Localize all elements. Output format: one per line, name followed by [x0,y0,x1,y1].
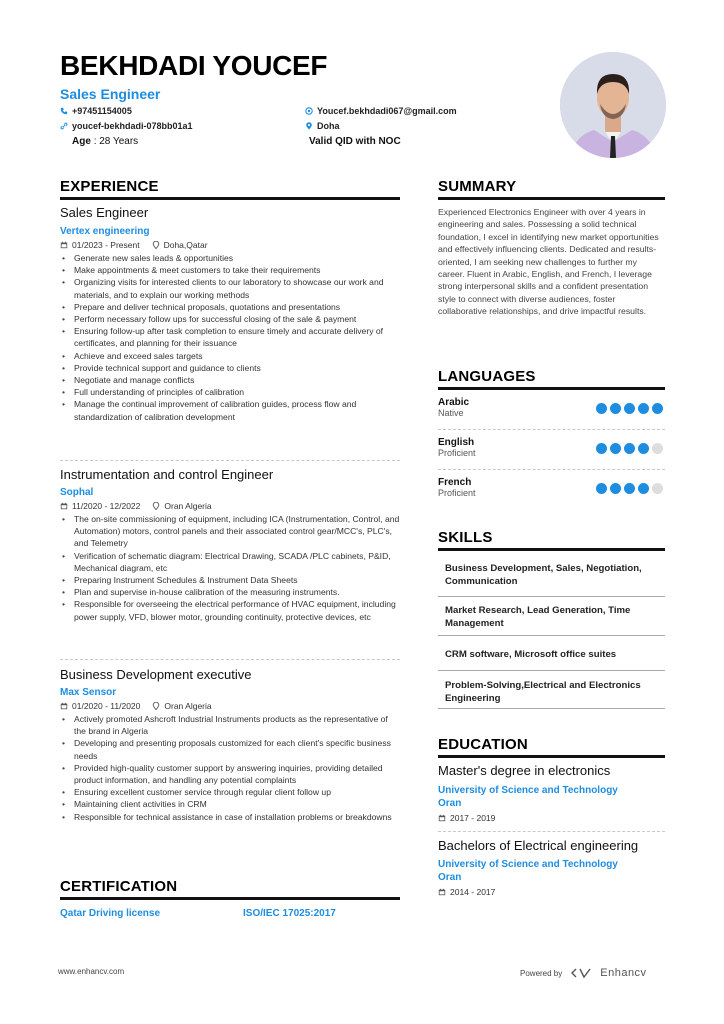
location-pin-icon [152,502,160,510]
list-item: • Responsible for technical assistance in case of installation problems or breakdowns [74,811,400,823]
job-bullets [60,713,400,823]
divider [438,469,665,470]
footer-url[interactable]: www.enhancv.com [58,967,125,976]
list-item: • Negotiate and manage conflicts [74,374,400,386]
school-name: University of Science and Technology Oran [438,859,618,883]
list-item: • Verification of schematic diagram: Electrical Drawing, SCADA /PLC cabinets, P&ID, Mechanical diagram, etc [74,550,400,574]
rating-dot [624,443,635,454]
certification-item: Qatar Driving license [60,908,161,919]
at-icon [305,107,313,115]
degree-title: Master's degree in electronics [438,763,611,778]
skills-heading: SKILLS [438,529,665,551]
certification-item: ISO/IEC 17025:2017 [243,908,336,919]
location-pin-icon [305,122,313,130]
language-rating [596,403,663,414]
education-dates: 2014 - 2017 [450,887,496,897]
education-heading: EDUCATION [438,736,665,758]
list-item: • Ensuring follow-up after task completion to ensure timely and accurate delivery of certificates, and planning for their issuance [74,325,400,349]
list-item: • Make appointments & meet customers to take their requirements [74,264,400,276]
skill-item: Market Research, Lead Generation, Time Management [445,605,631,629]
language-level: Native [438,408,464,418]
linkedin-text[interactable]: youcef-bekhdadi-078bb01a1 [72,121,193,131]
job-dates: 01/2020 - 11/2020 [72,701,141,711]
powered-by-text: Powered by [520,968,563,978]
footer-brand[interactable] [520,967,647,979]
job-location: Doha,Qatar [163,240,208,250]
rating-dot [610,483,621,494]
company-name: Max Sensor [60,687,117,698]
school-name: University of Science and Technology Oran [438,785,618,809]
age-label: Age [72,136,91,147]
rating-dot [624,483,635,494]
list-item: • Perform necessary follow ups for successful closing of the sale & payment [74,313,400,325]
company-name: Vertex engineering [60,226,150,237]
divider [60,460,400,461]
age-value: : 28 Years [93,136,139,147]
resume-title: Sales Engineer [60,86,161,102]
calendar-icon [60,502,68,510]
languages-heading: LANGUAGES [438,368,665,390]
divider [438,596,665,597]
rating-dot [596,483,607,494]
divider [60,659,400,660]
list-item: • Provide technical support and guidance to clients [74,362,400,374]
phone-icon [60,107,68,115]
list-item: • Full understanding of principles of calibration [74,386,400,398]
profile-photo [560,52,666,158]
degree-title: Bachelors of Electrical engineering [438,838,639,853]
divider [438,708,665,709]
list-item: • Plan and supervise in-house calibration of the measuring instruments. [74,586,400,598]
language-level: Proficient [438,488,476,498]
job-bullets [60,513,400,623]
phone-contact [60,106,132,116]
job-dates: 01/2023 - Present [72,240,140,250]
rating-dot [652,443,663,454]
list-item: • Responsible for overseeing the electrical performance of HVAC equipment, including power supply, VFD, blower motor, grounding continuity, protective devices, etc [74,598,400,622]
job-dates: 11/2020 - 12/2022 [72,501,141,511]
education-dates-row [438,813,665,823]
enhancv-logo-icon [570,967,592,979]
education-dates: 2017 - 2019 [450,813,496,823]
linkedin-contact[interactable] [60,121,193,131]
divider [438,670,665,671]
link-icon [60,122,68,130]
experience-item [60,205,400,423]
list-item: • Developing and presenting proposals customized for each client's specific business needs [74,737,400,761]
experience-item [60,467,400,623]
phone-text: +97451154005 [72,106,132,116]
language-rating [596,483,663,494]
summary-heading: SUMMARY [438,178,665,200]
language-name: French [438,477,472,488]
language-rating [596,443,663,454]
summary-text: Experienced Electronics Engineer with over 4 years in engineering and sales. Possessing a solid technical foundation, I excel in identifying new market opportunities and effectively influencing clients. Dedicated and results-oriented, I am seeking new challenges to further my career. Fluent in Arabic, English, and French, I leverage strong interpersonal skills and a confident presentation style to connect with diverse audiences, foster collaborative relationships, and drive impactful results. [438,207,659,317]
certification-heading: CERTIFICATION [60,878,400,900]
education-item [438,763,665,823]
language-item [438,397,665,418]
email-contact[interactable] [305,106,457,116]
language-item [438,477,665,498]
location-pin-icon [152,702,160,710]
list-item: • Prepare and deliver technical proposals, quotations and presentations [74,301,400,313]
location-contact [305,121,340,131]
list-item: • Manage the continual improvement of calibration guides, process flow and standardization of calibration development [74,398,400,422]
location-pin-icon [152,241,160,249]
job-meta [60,501,400,511]
list-item: • Preparing Instrument Schedules & Instrument Data Sheets [74,574,400,586]
list-item: • Actively promoted Ashcroft Industrial Instruments products as the representative of the brand in Algeria [74,713,400,737]
calendar-icon [438,814,446,822]
person-portrait-icon [560,52,666,158]
skill-item: Business Development, Sales, Negotiation, Communication [445,563,642,587]
divider [438,635,665,636]
list-item: • Ensuring excellent customer service through regular client follow up [74,786,400,798]
location-text: Doha [317,121,340,131]
rating-dot [610,443,621,454]
list-item: • Generate new sales leads & opportunities [74,252,400,264]
rating-dot [638,403,649,414]
language-level: Proficient [438,448,476,458]
list-item: • Maintaining client activities in CRM [74,798,400,810]
job-location: Oran Algeria [164,701,212,711]
company-name: Sophal [60,487,94,498]
list-item: • The on-site commissioning of equipment, including ICA (Instrumentation, Control, and Automation) motors, control panels and their associated control gear/MCC's, PLC's, and Telemetry [74,513,400,550]
skill-item: CRM software, Microsoft office suites [445,649,617,660]
job-title: Business Development executive [60,667,252,682]
job-meta [60,701,400,711]
job-location: Oran Algeria [164,501,212,511]
language-name: Arabic [438,397,470,408]
job-title: Sales Engineer [60,205,149,220]
skill-item: Problem-Solving,Electrical and Electronics Engineering [445,680,641,704]
brand-name: Enhancv [600,967,647,979]
experience-item [60,667,400,823]
divider [438,429,665,430]
list-item: • Organizing visits for interested clients to our laboratory to showcase our work and materials, and to explain our working methods [74,276,400,300]
education-dates-row [438,887,665,897]
list-item: • Provided high-quality customer support by answering inquiries, providing detailed product information, and handling any potential complaints [74,762,400,786]
rating-dot [596,403,607,414]
education-item [438,838,665,897]
list-item: • Achieve and exceed sales targets [74,350,400,362]
rating-dot [610,403,621,414]
age-line [72,136,138,147]
experience-heading: EXPERIENCE [60,178,400,200]
qid-status: Valid QID with NOC [309,136,401,147]
rating-dot [638,443,649,454]
rating-dot [638,483,649,494]
rating-dot [596,443,607,454]
rating-dot [652,403,663,414]
rating-dot [652,483,663,494]
job-bullets [60,252,400,423]
calendar-icon [438,888,446,896]
language-item [438,437,665,458]
calendar-icon [60,241,68,249]
divider [438,831,665,832]
resume-name: BEKHDADI YOUCEF [60,50,328,81]
job-title: Instrumentation and control Engineer [60,467,274,482]
calendar-icon [60,702,68,710]
email-text[interactable]: Youcef.bekhdadi067@gmail.com [317,106,457,116]
language-name: English [438,437,475,448]
job-meta [60,240,400,250]
rating-dot [624,403,635,414]
